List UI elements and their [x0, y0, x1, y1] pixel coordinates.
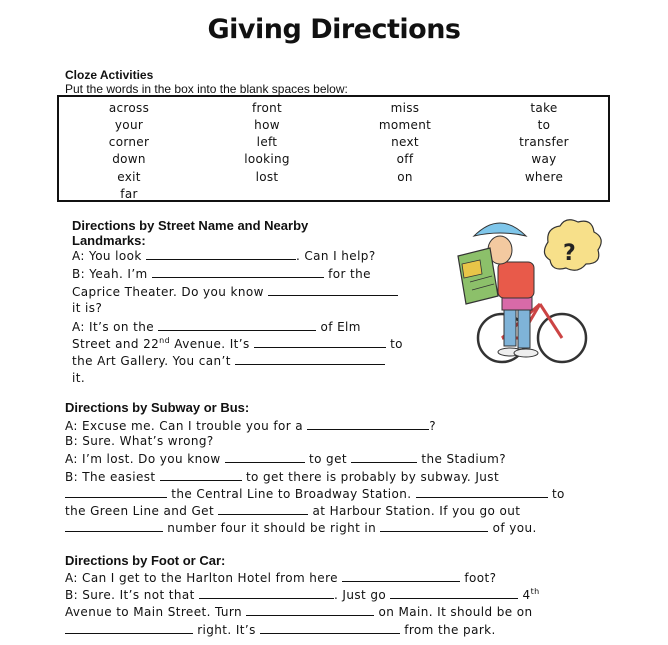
word-bank-item: to	[537, 118, 551, 132]
s1-text: to	[390, 337, 403, 351]
s3-text: foot?	[464, 571, 497, 585]
s3-text: right. It’s	[197, 623, 256, 637]
question-mark-icon: ?	[563, 241, 576, 266]
s3-text: . Just go	[333, 588, 387, 602]
lost-cyclist-illustration	[440, 212, 605, 377]
s2-text: the Central Line to Broadway Station.	[171, 487, 412, 501]
blank-field[interactable]	[199, 587, 334, 599]
blank-field[interactable]	[65, 622, 193, 634]
s2-text: to get there is probably by subway. Just	[245, 470, 500, 484]
blank-field[interactable]	[65, 486, 167, 498]
section3-heading: Directions by Foot or Car:	[65, 553, 226, 568]
s2-text: B: The easiest	[65, 470, 156, 484]
word-bank-item: way	[531, 152, 557, 166]
word-bank-item: down	[112, 152, 146, 166]
word-bank-item: off	[396, 152, 414, 166]
page-title: Giving Directions	[207, 14, 461, 45]
s1-text: B: Yeah. I’m	[72, 267, 148, 281]
cloze-heading: Cloze Activities	[65, 68, 154, 82]
blank-field[interactable]	[160, 469, 242, 481]
word-bank-item: take	[530, 101, 558, 115]
word-bank-item: across	[108, 101, 150, 115]
s2-text: of you.	[492, 521, 537, 535]
s2-text: ?	[429, 419, 436, 433]
word-bank-item: lost	[255, 170, 279, 184]
word-bank-item: next	[391, 135, 419, 149]
s3-text: on Main. It should be on	[378, 605, 533, 619]
blank-field[interactable]	[218, 503, 308, 515]
blank-field[interactable]	[246, 604, 374, 616]
word-bank-item: transfer	[519, 135, 569, 149]
s2-text: to	[551, 487, 565, 501]
blank-field[interactable]	[260, 622, 400, 634]
blank-field[interactable]	[268, 284, 398, 296]
blank-field[interactable]	[380, 520, 488, 532]
word-bank-item: front	[251, 101, 283, 115]
s1-text: Avenue. It’s	[170, 337, 250, 351]
blank-field[interactable]	[416, 486, 548, 498]
word-box	[57, 95, 610, 202]
blank-field[interactable]	[235, 353, 385, 365]
s1-sup: nd	[159, 336, 171, 345]
s2-text: the Stadium?	[421, 452, 506, 466]
s2-text: the Green Line and Get	[65, 504, 215, 518]
blank-field[interactable]	[254, 336, 386, 348]
word-bank-item: left	[256, 135, 278, 149]
s3-text: Avenue to Main Street. Turn	[65, 605, 243, 619]
cloze-instruction: Put the words in the box into the blank spaces below:	[65, 82, 348, 96]
word-bank-item: on	[397, 170, 413, 184]
blank-field[interactable]	[307, 418, 429, 430]
s3-text: A: Can I get to the Harlton Hotel from here	[65, 571, 338, 585]
blank-field[interactable]	[152, 266, 324, 278]
word-bank-item: looking	[244, 152, 290, 166]
s1-text: it is?	[72, 301, 103, 315]
s3-text: B: Sure. It’s not that	[65, 588, 195, 602]
s2-text: number four it should be right in	[167, 521, 377, 535]
s2-text: A: Excuse me. Can I trouble you for a	[65, 419, 303, 433]
s1-text: A: It’s on the	[72, 320, 155, 334]
s1-text: Street and 22	[72, 337, 160, 351]
word-bank-item: corner	[108, 135, 150, 149]
blank-field[interactable]	[351, 451, 417, 463]
s2-text: A: I’m lost. Do you know	[65, 452, 221, 466]
s1-text: . Can I help?	[295, 249, 376, 263]
s1-text: A: You look	[72, 249, 142, 263]
s1-text: the Art Gallery. You can’t	[72, 354, 231, 368]
word-bank-item: where	[524, 170, 564, 184]
s2-text: at Harbour Station. If you go out	[312, 504, 521, 518]
s1-text: of Elm	[320, 320, 361, 334]
word-bank-item: your	[114, 118, 144, 132]
s1-text: Caprice Theater. Do you know	[72, 285, 264, 299]
s3-sup: th	[530, 587, 540, 596]
s1-text: it.	[72, 371, 86, 385]
s2-text: to get	[308, 452, 347, 466]
word-bank-item: exit	[117, 170, 141, 184]
blank-field[interactable]	[158, 319, 316, 331]
section2-heading: Directions by Subway or Bus:	[65, 400, 250, 415]
word-bank-item: moment	[378, 118, 432, 132]
s3-text: from the park.	[404, 623, 496, 637]
word-bank-item: miss	[390, 101, 420, 115]
s3-text: 4	[522, 588, 531, 602]
s1-text: for the	[328, 267, 371, 281]
blank-field[interactable]	[65, 520, 163, 532]
section1-heading-1: Directions by Street Name and Nearby	[72, 218, 309, 233]
word-bank-item: far	[120, 187, 138, 201]
section1-heading-2: Landmarks:	[72, 233, 146, 248]
word-bank-item: how	[254, 118, 280, 132]
s2-text: B: Sure. What’s wrong?	[65, 434, 214, 448]
blank-field[interactable]	[225, 451, 305, 463]
blank-field[interactable]	[390, 587, 518, 599]
blank-field[interactable]	[146, 248, 296, 260]
blank-field[interactable]	[342, 570, 460, 582]
